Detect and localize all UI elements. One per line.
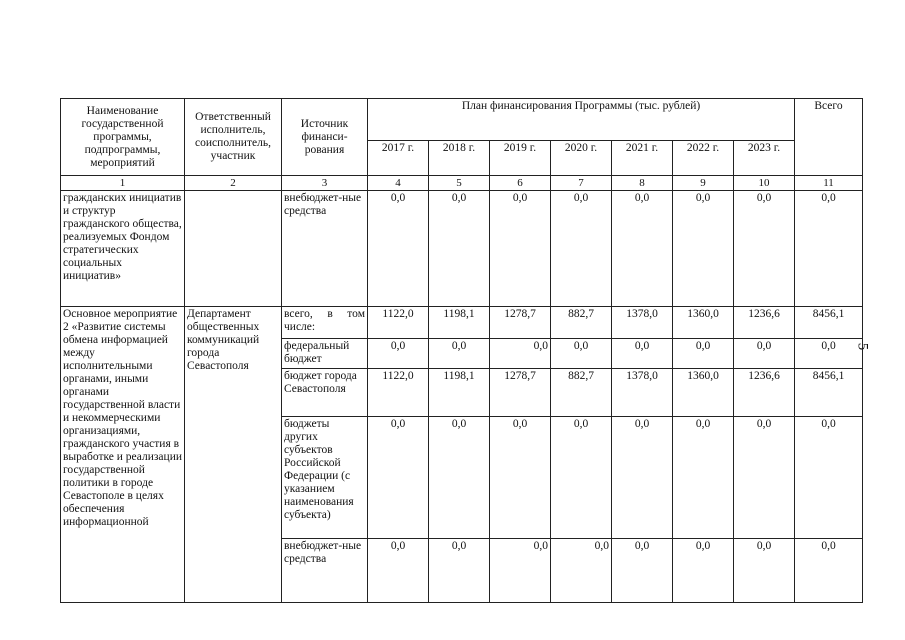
column-number: 11 xyxy=(795,176,863,191)
value-cell: 1236,6 xyxy=(734,369,795,417)
value-cell: 1378,0 xyxy=(612,307,673,339)
funding-source-cell: бюджеты других субъектов Российской Федерации (с указанием наименования субъекта) xyxy=(282,417,368,539)
program-name-cell: Основное мероприятие 2 «Развитие системы обмена информацией между исполнительными органами, иными органами государственной власти и некоммерческими организациями, гражданского участия в выработке и реализации государственной политики в городе Севастополе в целях обеспечения информационной xyxy=(61,307,185,603)
column-number: 5 xyxy=(429,176,490,191)
value-cell: 0,0 xyxy=(368,539,429,603)
financing-table xyxy=(60,98,863,603)
column-number: 6 xyxy=(490,176,551,191)
value-cell: 1198,1 xyxy=(429,307,490,339)
value-cell: 1236,6 xyxy=(734,307,795,339)
header-year: 2021 г. xyxy=(612,141,673,176)
value-cell: 0,0 xyxy=(490,417,551,539)
value-cell: 882,7 xyxy=(551,307,612,339)
header-funding-source: Источник финанси-рования xyxy=(282,99,368,176)
value-cell: 1360,0 xyxy=(673,307,734,339)
value-cell: 0,0 xyxy=(612,539,673,603)
column-number: 3 xyxy=(282,176,368,191)
total-cell: 0,0 xyxy=(795,191,863,307)
column-number: 1 xyxy=(61,176,185,191)
value-cell: 1378,0 xyxy=(612,369,673,417)
value-cell: 0,0 xyxy=(368,339,429,369)
column-number: 8 xyxy=(612,176,673,191)
page-number: 5 xyxy=(854,342,871,351)
responsible-cell xyxy=(185,191,282,307)
responsible-cell: Департамент общественных коммуникаций города Севастополя xyxy=(185,307,282,603)
header-responsible: Ответственный исполнитель, соисполнитель, участник xyxy=(185,99,282,176)
column-number: 4 xyxy=(368,176,429,191)
value-cell: 0,0 xyxy=(368,417,429,539)
value-cell: 0,0 xyxy=(734,339,795,369)
value-cell: 0,0 xyxy=(490,539,551,603)
value-cell: 0,0 xyxy=(673,191,734,307)
total-cell: 8456,1 xyxy=(795,369,863,417)
value-cell: 0,0 xyxy=(612,417,673,539)
header-year: 2020 г. xyxy=(551,141,612,176)
total-cell: 8456,1 xyxy=(795,307,863,339)
funding-source-cell: внебюджет-ные средства xyxy=(282,539,368,603)
value-cell: 1360,0 xyxy=(673,369,734,417)
value-cell: 0,0 xyxy=(429,339,490,369)
funding-source-cell: бюджет города Севастополя xyxy=(282,369,368,417)
header-year: 2019 г. xyxy=(490,141,551,176)
header-year: 2018 г. xyxy=(429,141,490,176)
column-number: 9 xyxy=(673,176,734,191)
value-cell: 0,0 xyxy=(734,539,795,603)
value-cell: 0,0 xyxy=(490,191,551,307)
table-row xyxy=(61,307,863,339)
value-cell: 0,0 xyxy=(490,339,551,369)
value-cell: 0,0 xyxy=(551,417,612,539)
column-number: 2 xyxy=(185,176,282,191)
value-cell: 0,0 xyxy=(673,417,734,539)
value-cell: 0,0 xyxy=(429,191,490,307)
value-cell: 1198,1 xyxy=(429,369,490,417)
total-cell: 0,0 xyxy=(795,339,863,369)
value-cell: 882,7 xyxy=(551,369,612,417)
value-cell: 0,0 xyxy=(734,417,795,539)
value-cell: 0,0 xyxy=(551,539,612,603)
header-year: 2017 г. xyxy=(368,141,429,176)
value-cell: 0,0 xyxy=(368,191,429,307)
header-program-name: Наименование государственной программы, подпрограммы, мероприятий xyxy=(61,99,185,176)
value-cell: 0,0 xyxy=(734,191,795,307)
header-total: Всего xyxy=(795,99,863,176)
total-cell: 0,0 xyxy=(795,539,863,603)
program-name-cell: гражданских инициатив и структур гражданского общества, реализуемых Фондом стратегических социальных инициатив» xyxy=(61,191,185,307)
total-cell: 0,0 xyxy=(795,417,863,539)
header-year: 2022 г. xyxy=(673,141,734,176)
value-cell: 0,0 xyxy=(673,539,734,603)
value-cell: 0,0 xyxy=(551,191,612,307)
value-cell: 0,0 xyxy=(612,191,673,307)
value-cell: 1122,0 xyxy=(368,307,429,339)
column-number: 10 xyxy=(734,176,795,191)
value-cell: 0,0 xyxy=(673,339,734,369)
header-year: 2023 г. xyxy=(734,141,795,176)
funding-source-cell: федеральный бюджет xyxy=(282,339,368,369)
funding-source-cell: всего, в том числе: xyxy=(282,307,368,339)
value-cell: 0,0 xyxy=(429,417,490,539)
value-cell: 1122,0 xyxy=(368,369,429,417)
funding-source-cell: внебюджет-ные средства xyxy=(282,191,368,307)
value-cell: 1278,7 xyxy=(490,307,551,339)
header-financing-plan: План финансирования Программы (тыс. рублей) xyxy=(368,99,795,141)
value-cell: 0,0 xyxy=(551,339,612,369)
table-row xyxy=(61,191,863,307)
value-cell: 0,0 xyxy=(429,539,490,603)
column-number: 7 xyxy=(551,176,612,191)
value-cell: 0,0 xyxy=(612,339,673,369)
value-cell: 1278,7 xyxy=(490,369,551,417)
